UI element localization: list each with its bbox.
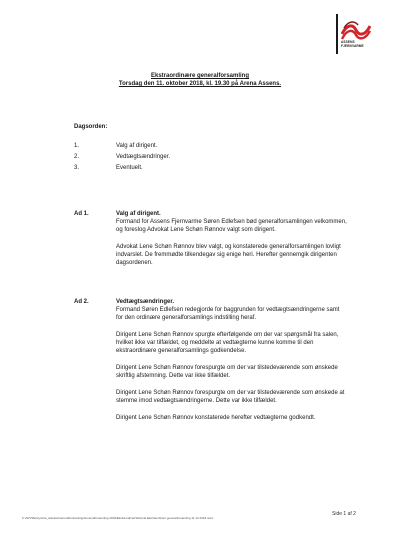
logo-text (341, 41, 364, 48)
logo-line2: FJERNVARME (341, 43, 364, 48)
section-paragraph: Dirigent Lene Schøn Rønnov konstaterede herefter vedtægterne godkendt. (116, 415, 316, 421)
agenda-item-text: Vedtægtsændringer. (116, 154, 171, 160)
document-title: Ekstraordinære generalforsamling (150, 73, 250, 79)
logo-flame-icon (341, 20, 371, 40)
section-paragraph: Dirigent Lene Schøn Rønnov forespurgte om der var tilstedeværende som ønskede at stemme imod vedtægtsændringerne. Dette var ikke tilfældet. (116, 390, 345, 404)
footer-file-path: K:\APV\Bestyrelse_ledelse\Generalforsamling\Generalforsamling 2018\Ekstraordinær\Referat Ekstraordinær generalforsamling 11 10 2018.docx (22, 516, 214, 520)
logo-bar (336, 14, 338, 54)
section-paragraph: Dirigent Lene Schøn Rønnov spurgte efterfølgende om der var spørgsmål fra salen, hvilket ikke var tilfældet, og meddelte at vedtægterne kunne komme til den ekstraordinære generalforsamlings godkendelse. (116, 332, 339, 354)
section-body (116, 298, 348, 431)
section-paragraph: Advokat Lene Schøn Rønnov blev valgt, og konstaterede generalforsamlingen lovligt indvarslet. De fremmødte tilkendegav sig enige heri. Herefter gennemgik dirigenten dagsordenen. (116, 244, 341, 266)
section-paragraph: Formand for Assens Fjernvarme Søren Edlefsen bød generalforsamlingen velkommen, og foreslog Advokat Lene Schøn Rønnov valgt som dirigent. (116, 219, 347, 233)
agenda-item-number: 1. (74, 143, 80, 149)
company-logo (336, 14, 376, 60)
section-body (116, 210, 348, 276)
section-heading: Vedtægtsændringer. (116, 299, 175, 305)
section-label: Ad 2. (74, 299, 89, 305)
section-heading: Valg af dirigent. (116, 211, 161, 217)
document-subtitle: Torsdag den 11. oktober 2018, kl. 19.30 på Arena Assens. (118, 81, 282, 87)
agenda-item-number: 3. (74, 165, 80, 171)
agenda-item-text: Valg af dirigent. (116, 143, 158, 149)
section-paragraph: Formand Søren Edlefsen redegjorde for baggrunden for vedtægtsændringerne samt for den ordinære generalforsamlings indstilling heraf. (116, 307, 340, 321)
section-label: Ad 1. (74, 211, 89, 217)
section-paragraph: Dirigent Lene Schøn Rønnov forespurgte om der var tilstedeværende som ønskede skriftlig afstemning. Dette var ikke tilfældet. (116, 365, 338, 379)
page-number: Side 1 af 2 (332, 511, 356, 517)
logo-line1: ASSENS (341, 40, 355, 44)
agenda-heading: Dagsorden: (74, 124, 108, 130)
agenda-item-number: 2. (74, 154, 80, 160)
agenda-item-text: Eventuelt. (116, 165, 143, 171)
